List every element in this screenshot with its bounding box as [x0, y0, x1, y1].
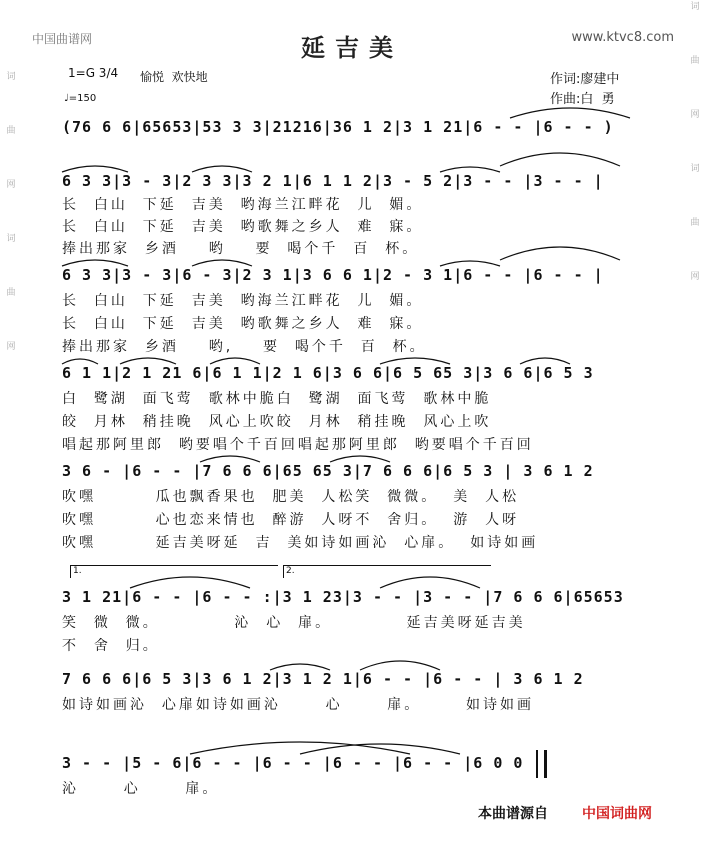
notation-row-6: 3 1 21|6 - - |6 - - :|3 1 23|3 - - |3 - - |7 6 6 6|65653: [62, 588, 624, 606]
lyric-line: 笑 微 微。 沁 心 扉。 延吉美呀延吉美: [62, 615, 526, 631]
lyric-line: 吹嘿 延吉美呀延 吉 美如诗如画沁 心扉。 如诗如画: [62, 535, 539, 551]
notation-row-7: 7 6 6 6|6 5 3|3 6 1 2|3 1 2 1|6 - - |6 - - | 3 6 1 2: [62, 670, 584, 688]
second-ending-bracket: 2.: [283, 565, 491, 578]
notation-row-1: (76 6 6|65653|53 3 3|21216|36 1 2|3 1 21|6 - - |6 - - ): [62, 118, 614, 136]
lyric-line: 长 白山 下延 吉美 哟海兰江畔花 儿 媚。: [62, 293, 424, 309]
lyric-line: 捧出那家 乡酒 哟 要 喝个千 百 杯。: [62, 241, 420, 257]
lyric-line: 吹嘿 瓜也飘香果也 肥美 人松笑 微微。 美 人松: [62, 489, 520, 505]
lyric-line: 如诗如画沁 心扉如诗如画沁 心 扉。 如诗如画: [62, 697, 535, 713]
song-title: 延吉美: [301, 34, 403, 62]
side-watermark-left: 词 曲 网 词 曲 网: [6, 72, 16, 352]
site-watermark-right: www.ktvc8.com: [571, 30, 674, 45]
lyric-line: 沁 心 扉。: [62, 781, 220, 797]
lyric-line: 唱起那阿里郎 哟要唱个千百回唱起那阿里郎 哟要唱个千百回: [62, 437, 534, 453]
mood-marking: 愉悦 欢快地: [140, 70, 208, 84]
lyricist-credit: 作词:廖建中: [550, 72, 620, 87]
key-signature: 1=G 3/4: [68, 66, 119, 80]
lyric-line: 长 白山 下延 吉美 哟海兰江畔花 儿 媚。: [62, 197, 424, 213]
composer-credit: 作曲:白 勇: [550, 92, 615, 107]
final-barline: [536, 750, 547, 778]
lyric-line: 捧出那家 乡酒 哟, 要 喝个千 百 杯。: [62, 339, 427, 355]
site-watermark-left: 中国曲谱网: [32, 32, 93, 46]
lyric-line: 白 鹭湖 面飞莺 歌林中脆白 鹭湖 面飞莺 歌林中脆: [62, 391, 492, 407]
lyric-line: 长 白山 下延 吉美 哟歌舞之乡人 难 寐。: [62, 219, 424, 235]
lyric-line: 不 舍 归。: [62, 638, 160, 654]
lyric-line: 长 白山 下延 吉美 哟歌舞之乡人 难 寐。: [62, 316, 424, 332]
first-ending-bracket: 1.: [70, 565, 278, 578]
notation-row-3: 6 3 3|3 - 3|6 - 3|2 3 1|3 6 6 1|2 - 3 1|6 - - |6 - - |: [62, 266, 604, 284]
tempo-marking: ♩=150: [64, 93, 97, 104]
lyric-line: 皎 月林 稍挂晚 风心上吹皎 月林 稍挂晚 风心上吹: [62, 414, 492, 430]
source-site-name: 中国词曲网: [582, 806, 652, 822]
notation-row-2: 6 3 3|3 - 3|2 3 3|3 2 1|6 1 1 2|3 - 5 2|3 - - |3 - - |: [62, 172, 604, 190]
notation-row-8: 3 - - |5 - 6|6 - - |6 - - |6 - - |6 - - |6 0 0: [62, 754, 524, 772]
notation-row-4: 6 1 1|2 1 21 6|6 1 1|2 1 6|3 6 6|6 5 65 3|3 6 6|6 5 3: [62, 364, 594, 382]
side-watermark-right: 词 曲 网 词 曲 网: [690, 2, 700, 282]
notation-row-5: 3 6 - |6 - - |7 6 6 6|65 65 3|7 6 6 6|6 5 3 | 3 6 1 2: [62, 462, 594, 480]
lyric-line: 吹嘿 心也恋来情也 醉游 人呀不 舍归。 游 人呀: [62, 512, 520, 528]
source-label: 本曲谱源自: [478, 806, 548, 822]
